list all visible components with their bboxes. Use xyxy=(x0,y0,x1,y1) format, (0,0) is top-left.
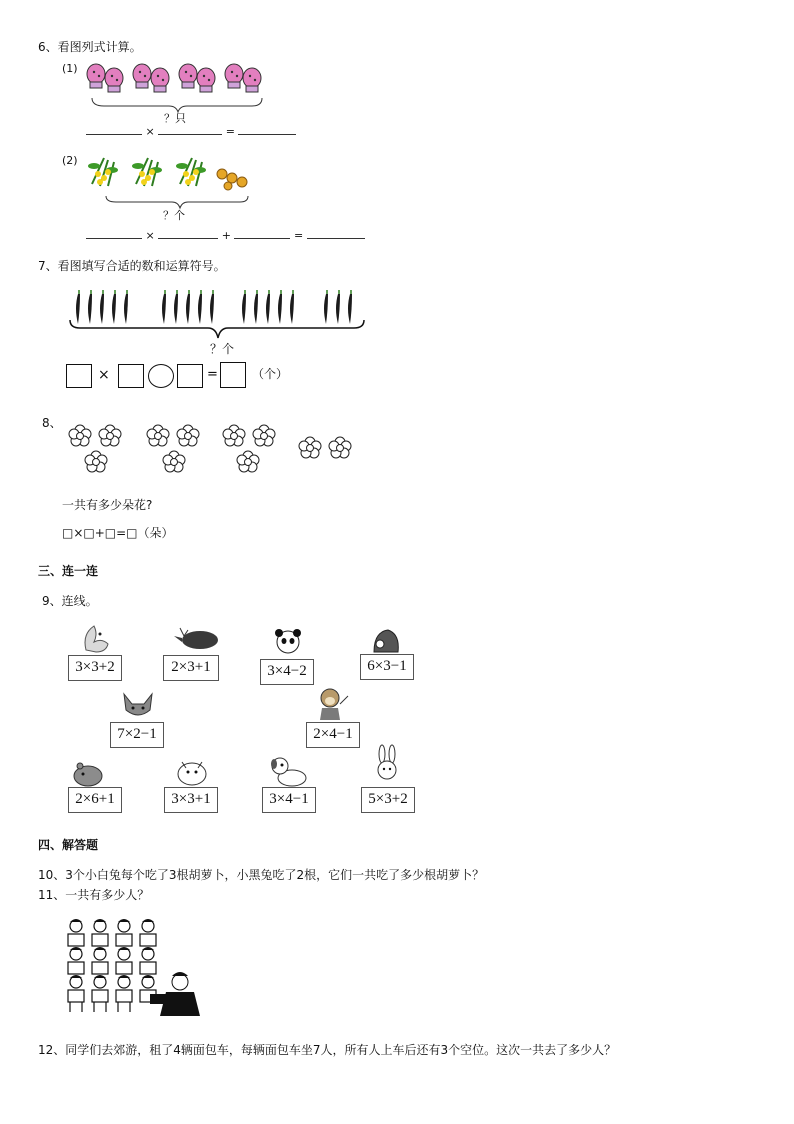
q9-title: 9、连线。 xyxy=(42,594,98,608)
answer-blank[interactable] xyxy=(158,228,218,239)
q7-brace-label: ？个 xyxy=(210,342,235,356)
answer-blank[interactable] xyxy=(86,228,142,239)
q6-part1-label: (1) xyxy=(62,62,78,75)
q6-part1-equation: × = xyxy=(86,124,296,138)
mittens-illustration xyxy=(84,60,274,110)
peppers-illustration xyxy=(68,288,368,344)
operator-circle[interactable] xyxy=(148,364,174,388)
expression-card[interactable]: 2×4−1 xyxy=(306,722,360,748)
flowers-and-fruits-illustration xyxy=(84,152,254,212)
section-4-title: 四、解答题 xyxy=(38,838,99,852)
q6-part2-equation: × + = xyxy=(86,228,365,242)
answer-blank[interactable] xyxy=(86,124,142,135)
expression-card[interactable]: 7×2−1 xyxy=(110,722,164,748)
q7-title: 7、看图填写合适的数和运算符号。 xyxy=(38,259,226,273)
expression-card[interactable]: 3×4−2 xyxy=(260,659,314,685)
q12-text: 12、同学们去郊游，租了4辆面包车，每辆面包车坐7人，所有人上车后还有3个空位。这次一共去了多少人？ xyxy=(38,1043,617,1057)
q6-title: 6、看图列式计算。 xyxy=(38,40,142,54)
q6-part2-label: (2) xyxy=(62,154,78,167)
q6-part2-brace-label: ？个 xyxy=(163,209,185,222)
section-3-title: 三、连一连 xyxy=(38,564,99,578)
q6-part1-brace-label: ？只 xyxy=(164,112,186,125)
q8-title: 8、 xyxy=(42,416,62,430)
q8-question: 一共有多少朵花? xyxy=(62,498,153,512)
flowers-outline-illustration xyxy=(66,420,358,478)
expression-card[interactable]: 3×3+2 xyxy=(68,655,122,681)
expression-card[interactable]: 3×4−1 xyxy=(262,787,316,813)
anteater-icon xyxy=(172,624,224,654)
unit-label: （个） xyxy=(252,367,289,381)
answer-blank[interactable] xyxy=(307,228,365,239)
expression-card[interactable]: 2×3+1 xyxy=(163,655,219,681)
answer-blank[interactable] xyxy=(234,228,290,239)
q8-formula: □×□+□=□（朵） xyxy=(62,526,174,540)
panda-icon xyxy=(268,628,308,658)
times-sign: × xyxy=(98,367,110,383)
answer-box[interactable] xyxy=(220,362,246,388)
expression-card[interactable]: 3×3+1 xyxy=(164,787,218,813)
dog-icon xyxy=(268,754,312,788)
q11-text: 11、一共有多少人？ xyxy=(38,888,150,902)
q10-text: 10、3个小白兔每个吃了3根胡萝卜，小黑兔吃了2根，它们一共吃了多少根胡萝卜？ xyxy=(38,868,485,882)
answer-box[interactable] xyxy=(66,364,92,388)
bear-icon xyxy=(70,758,110,788)
goat-icon xyxy=(172,754,212,788)
expression-card[interactable]: 6×3−1 xyxy=(360,654,414,680)
expression-card[interactable]: 2×6+1 xyxy=(68,787,122,813)
monkey-icon xyxy=(314,686,354,722)
squirrel-icon xyxy=(80,620,114,654)
answer-blank[interactable] xyxy=(158,124,222,135)
classroom-illustration xyxy=(64,914,206,1020)
answer-blank[interactable] xyxy=(238,124,296,135)
equals-sign: = xyxy=(207,367,218,382)
answer-box[interactable] xyxy=(118,364,144,388)
hedgehog-icon xyxy=(370,626,402,656)
rabbit-icon xyxy=(372,744,402,786)
expression-card[interactable]: 5×3+2 xyxy=(361,787,415,813)
answer-box[interactable] xyxy=(177,364,203,388)
fox-icon xyxy=(120,690,156,724)
